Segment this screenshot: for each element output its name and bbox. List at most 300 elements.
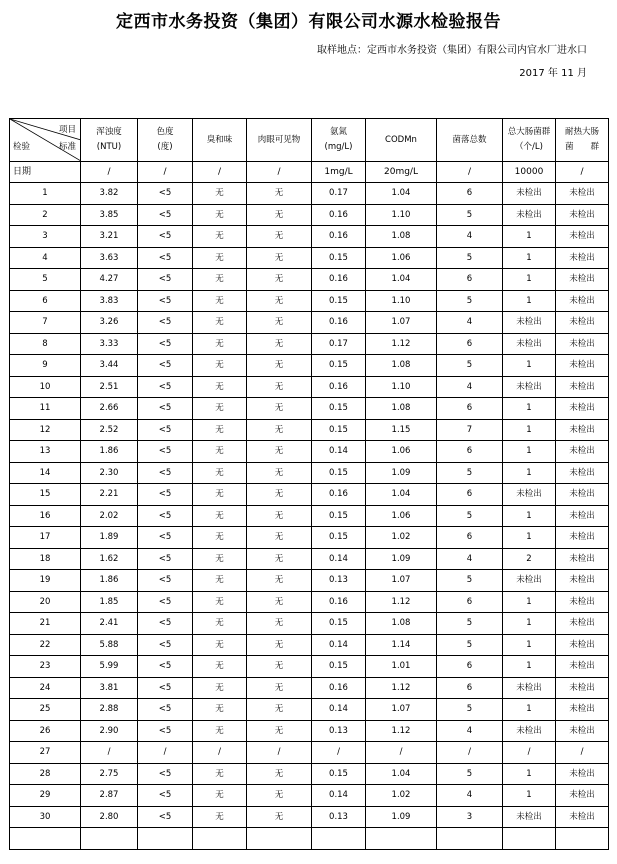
value-cell: 6 — [437, 269, 503, 291]
value-cell: 无 — [247, 720, 312, 742]
value-cell: <5 — [138, 570, 193, 592]
table-row — [10, 505, 609, 527]
value-cell: / — [81, 742, 138, 764]
value-cell: 未检出 — [556, 591, 609, 613]
column-header-6 — [366, 119, 437, 162]
value-cell: <5 — [138, 355, 193, 377]
value-cell: 未检出 — [503, 312, 556, 334]
column-header-1 — [81, 119, 138, 162]
day-cell: 11 — [10, 398, 81, 420]
value-cell: 无 — [247, 355, 312, 377]
value-cell: 1 — [503, 656, 556, 678]
value-cell: 0.15 — [312, 613, 366, 635]
value-cell: 无 — [193, 226, 247, 248]
value-cell: 无 — [247, 441, 312, 463]
value-cell: 6 — [437, 398, 503, 420]
value-cell: 未检出 — [503, 333, 556, 355]
table-row — [10, 720, 609, 742]
value-cell: 3.63 — [81, 247, 138, 269]
value-cell: 1.09 — [366, 548, 437, 570]
value-cell: 5 — [437, 247, 503, 269]
value-cell: 无 — [247, 462, 312, 484]
value-cell: 2.52 — [81, 419, 138, 441]
value-cell: 1.12 — [366, 333, 437, 355]
value-cell: 5 — [437, 699, 503, 721]
report-title: 定西市水务投资（集团）有限公司水源水检验报告 — [116, 12, 501, 32]
value-cell: 1.06 — [366, 441, 437, 463]
day-cell: 29 — [10, 785, 81, 807]
value-cell: 2.41 — [81, 613, 138, 635]
day-cell: 4 — [10, 247, 81, 269]
value-cell: 2.02 — [81, 505, 138, 527]
value-cell: 3.82 — [81, 183, 138, 205]
value-cell: 1.89 — [81, 527, 138, 549]
value-cell: 1 — [503, 505, 556, 527]
column-header-line: （个/L) — [515, 142, 543, 152]
value-cell: 未检出 — [556, 269, 609, 291]
standard-cell: / — [81, 162, 138, 183]
value-cell: 0.15 — [312, 462, 366, 484]
value-cell: 1.10 — [366, 376, 437, 398]
value-cell: 无 — [193, 484, 247, 506]
day-cell: 24 — [10, 677, 81, 699]
column-header-line: 氨氮 — [329, 127, 347, 137]
value-cell: 1.08 — [366, 613, 437, 635]
value-cell: 1.86 — [81, 570, 138, 592]
value-cell: 未检出 — [503, 376, 556, 398]
table-row — [10, 462, 609, 484]
column-header-line: 菌落总数 — [452, 134, 487, 145]
value-cell: 6 — [437, 591, 503, 613]
value-cell: 无 — [193, 634, 247, 656]
day-cell: 30 — [10, 806, 81, 828]
table-row — [10, 785, 609, 807]
value-cell: 无 — [247, 398, 312, 420]
standard-cell: / — [138, 162, 193, 183]
value-cell: 1 — [503, 462, 556, 484]
value-cell: 1.62 — [81, 548, 138, 570]
standard-cell: / — [556, 162, 609, 183]
day-cell: 2 — [10, 204, 81, 226]
value-cell: 无 — [193, 699, 247, 721]
column-header-line: 总大肠菌群 — [507, 127, 551, 137]
column-header-line: 色度 — [156, 127, 174, 137]
value-cell: / — [503, 742, 556, 764]
standard-cell: 20mg/L — [366, 162, 437, 183]
value-cell: 4 — [437, 548, 503, 570]
column-header-line: 耐热大肠 — [564, 127, 599, 137]
value-cell: 4 — [437, 312, 503, 334]
value-cell: 无 — [193, 419, 247, 441]
value-cell: 无 — [247, 548, 312, 570]
value-cell: 0.13 — [312, 720, 366, 742]
value-cell: 1 — [503, 441, 556, 463]
value-cell: 0.15 — [312, 763, 366, 785]
value-cell: 无 — [247, 204, 312, 226]
value-cell: 1 — [503, 247, 556, 269]
value-cell: <5 — [138, 505, 193, 527]
day-cell: 26 — [10, 720, 81, 742]
header-row — [10, 119, 609, 162]
value-cell: 未检出 — [556, 634, 609, 656]
value-cell: <5 — [138, 591, 193, 613]
value-cell: 0.14 — [312, 699, 366, 721]
value-cell: 无 — [247, 290, 312, 312]
value-cell: <5 — [138, 634, 193, 656]
value-cell — [503, 828, 556, 850]
value-cell: 未检出 — [556, 462, 609, 484]
standard-cell: / — [247, 162, 312, 183]
value-cell: 未检出 — [556, 785, 609, 807]
value-cell: 无 — [193, 785, 247, 807]
day-cell: 6 — [10, 290, 81, 312]
value-cell: 0.15 — [312, 527, 366, 549]
column-header-5 — [312, 119, 366, 162]
corner-header-cell — [10, 119, 81, 162]
day-cell: 22 — [10, 634, 81, 656]
value-cell: 1.02 — [366, 527, 437, 549]
value-cell: 无 — [193, 204, 247, 226]
inspection-table — [9, 118, 609, 850]
value-cell: 无 — [247, 677, 312, 699]
day-cell: 25 — [10, 699, 81, 721]
value-cell: 无 — [247, 656, 312, 678]
value-cell: 无 — [247, 247, 312, 269]
value-cell: 无 — [193, 269, 247, 291]
value-cell: 无 — [247, 785, 312, 807]
value-cell: 未检出 — [503, 570, 556, 592]
day-cell: 28 — [10, 763, 81, 785]
table-row — [10, 269, 609, 291]
value-cell: 无 — [193, 505, 247, 527]
value-cell: 1.07 — [366, 699, 437, 721]
column-header-line: (度) — [157, 142, 173, 152]
value-cell: 未检出 — [556, 548, 609, 570]
value-cell: 3.83 — [81, 290, 138, 312]
value-cell: 未检出 — [556, 419, 609, 441]
column-header-9 — [556, 119, 609, 162]
value-cell: <5 — [138, 183, 193, 205]
value-cell: 0.15 — [312, 398, 366, 420]
value-cell: 5 — [437, 204, 503, 226]
table-row — [10, 677, 609, 699]
value-cell: 1.15 — [366, 419, 437, 441]
value-cell — [366, 828, 437, 850]
report-date: 2017 年 11 月 — [519, 68, 587, 79]
value-cell: 1.04 — [366, 183, 437, 205]
value-cell: 5 — [437, 570, 503, 592]
value-cell: 3.81 — [81, 677, 138, 699]
day-cell: 7 — [10, 312, 81, 334]
value-cell: 无 — [193, 591, 247, 613]
value-cell: 1 — [503, 290, 556, 312]
value-cell: 未检出 — [556, 441, 609, 463]
date-label-cell — [10, 162, 81, 183]
table-row — [10, 699, 609, 721]
value-cell: 未检出 — [556, 720, 609, 742]
value-cell: 无 — [247, 484, 312, 506]
value-cell: 未检出 — [556, 312, 609, 334]
value-cell: 无 — [193, 527, 247, 549]
day-cell: 27 — [10, 742, 81, 764]
value-cell: 无 — [247, 763, 312, 785]
value-cell: 1.04 — [366, 484, 437, 506]
value-cell: 无 — [247, 312, 312, 334]
table-row — [10, 204, 609, 226]
value-cell: 4 — [437, 720, 503, 742]
value-cell: 2.51 — [81, 376, 138, 398]
value-cell: <5 — [138, 441, 193, 463]
value-cell: 未检出 — [503, 806, 556, 828]
value-cell: 未检出 — [556, 247, 609, 269]
value-cell: 1 — [503, 527, 556, 549]
value-cell: 2.66 — [81, 398, 138, 420]
value-cell: 0.17 — [312, 183, 366, 205]
column-header-line: (mg/L) — [324, 142, 353, 152]
value-cell: 未检出 — [556, 699, 609, 721]
corner-standard-label: 标准 — [58, 142, 76, 152]
column-header-8 — [503, 119, 556, 162]
value-cell: 无 — [247, 806, 312, 828]
value-cell: 0.16 — [312, 376, 366, 398]
day-cell: 10 — [10, 376, 81, 398]
value-cell: <5 — [138, 333, 193, 355]
value-cell: 1 — [503, 634, 556, 656]
table-row — [10, 247, 609, 269]
value-cell: 未检出 — [503, 204, 556, 226]
value-cell: 0.15 — [312, 656, 366, 678]
value-cell: <5 — [138, 677, 193, 699]
value-cell: 1 — [503, 699, 556, 721]
standard-cell: 10000 — [503, 162, 556, 183]
value-cell: 6 — [437, 527, 503, 549]
value-cell: 3.26 — [81, 312, 138, 334]
day-cell: 9 — [10, 355, 81, 377]
day-cell: 15 — [10, 484, 81, 506]
value-cell: <5 — [138, 699, 193, 721]
value-cell: 2.87 — [81, 785, 138, 807]
value-cell: <5 — [138, 269, 193, 291]
value-cell: 5 — [437, 355, 503, 377]
day-cell: 20 — [10, 591, 81, 613]
table-row — [10, 527, 609, 549]
value-cell: 未检出 — [556, 570, 609, 592]
standard-row — [10, 162, 609, 183]
table-row — [10, 419, 609, 441]
value-cell: 无 — [193, 441, 247, 463]
value-cell: 0.14 — [312, 548, 366, 570]
column-header-2 — [138, 119, 193, 162]
value-cell: 3 — [437, 806, 503, 828]
corner-test-label: 检验 — [13, 142, 31, 152]
value-cell: 无 — [247, 333, 312, 355]
value-cell: 0.15 — [312, 290, 366, 312]
value-cell: 无 — [193, 548, 247, 570]
table-row — [10, 763, 609, 785]
value-cell: 1.14 — [366, 634, 437, 656]
value-cell: 无 — [247, 226, 312, 248]
value-cell: 1.09 — [366, 806, 437, 828]
value-cell: 未检出 — [556, 763, 609, 785]
corner-date-label: 日期 — [13, 167, 32, 177]
value-cell: 3.21 — [81, 226, 138, 248]
table-row — [10, 290, 609, 312]
table-row — [10, 613, 609, 635]
value-cell: <5 — [138, 548, 193, 570]
value-cell: 无 — [193, 183, 247, 205]
value-cell: 未检出 — [556, 677, 609, 699]
value-cell: 0.15 — [312, 247, 366, 269]
value-cell: 1.07 — [366, 570, 437, 592]
table-row — [10, 484, 609, 506]
value-cell: 4 — [437, 376, 503, 398]
corner-item-label: 项目 — [58, 125, 76, 135]
value-cell: / — [247, 742, 312, 764]
value-cell: <5 — [138, 785, 193, 807]
value-cell: 1.06 — [366, 247, 437, 269]
value-cell: 无 — [193, 312, 247, 334]
value-cell: 2.30 — [81, 462, 138, 484]
value-cell: <5 — [138, 247, 193, 269]
value-cell: 1.01 — [366, 656, 437, 678]
table-row — [10, 226, 609, 248]
value-cell: / — [366, 742, 437, 764]
table-row — [10, 570, 609, 592]
day-cell: 23 — [10, 656, 81, 678]
day-cell: 17 — [10, 527, 81, 549]
value-cell: 1 — [503, 613, 556, 635]
value-cell: 无 — [193, 333, 247, 355]
value-cell: 0.16 — [312, 591, 366, 613]
value-cell: <5 — [138, 613, 193, 635]
value-cell: 0.14 — [312, 785, 366, 807]
column-header-3 — [193, 119, 247, 162]
table-row — [10, 806, 609, 828]
value-cell: 2.80 — [81, 806, 138, 828]
value-cell: 无 — [247, 419, 312, 441]
value-cell: 6 — [437, 656, 503, 678]
table-row — [10, 355, 609, 377]
value-cell: 1.12 — [366, 677, 437, 699]
value-cell: / — [437, 742, 503, 764]
value-cell: <5 — [138, 204, 193, 226]
value-cell: 0.16 — [312, 226, 366, 248]
value-cell: 无 — [247, 591, 312, 613]
day-cell: 13 — [10, 441, 81, 463]
table-row — [10, 312, 609, 334]
value-cell: 0.17 — [312, 333, 366, 355]
value-cell: 1 — [503, 398, 556, 420]
value-cell: 0.14 — [312, 441, 366, 463]
day-cell: 19 — [10, 570, 81, 592]
day-cell: 1 — [10, 183, 81, 205]
value-cell: 1 — [503, 226, 556, 248]
value-cell: 未检出 — [556, 398, 609, 420]
value-cell: 5 — [437, 505, 503, 527]
value-cell: 1 — [503, 763, 556, 785]
value-cell: <5 — [138, 462, 193, 484]
standard-cell: / — [437, 162, 503, 183]
value-cell: 1 — [503, 419, 556, 441]
day-cell: 21 — [10, 613, 81, 635]
value-cell: 无 — [193, 398, 247, 420]
value-cell: 2.88 — [81, 699, 138, 721]
value-cell: 1.10 — [366, 204, 437, 226]
value-cell: 1.10 — [366, 290, 437, 312]
value-cell: 无 — [247, 613, 312, 635]
value-cell: 1.86 — [81, 441, 138, 463]
value-cell: 4 — [437, 226, 503, 248]
value-cell: <5 — [138, 312, 193, 334]
value-cell — [81, 828, 138, 850]
value-cell — [247, 828, 312, 850]
value-cell: 无 — [193, 462, 247, 484]
value-cell: 5.99 — [81, 656, 138, 678]
table-row — [10, 376, 609, 398]
value-cell: 2 — [503, 548, 556, 570]
value-cell: 未检出 — [556, 204, 609, 226]
value-cell: 0.15 — [312, 419, 366, 441]
value-cell: 无 — [247, 699, 312, 721]
value-cell: 0.16 — [312, 312, 366, 334]
value-cell: 0.15 — [312, 505, 366, 527]
value-cell: / — [312, 742, 366, 764]
table-row — [10, 591, 609, 613]
value-cell: 1.07 — [366, 312, 437, 334]
value-cell: <5 — [138, 656, 193, 678]
value-cell: <5 — [138, 398, 193, 420]
value-cell: 未检出 — [556, 333, 609, 355]
value-cell: 1.04 — [366, 269, 437, 291]
value-cell: <5 — [138, 484, 193, 506]
value-cell: 5.88 — [81, 634, 138, 656]
value-cell: 0.16 — [312, 484, 366, 506]
table-row — [10, 656, 609, 678]
value-cell: 0.16 — [312, 269, 366, 291]
column-header-line: 肉眼可见物 — [257, 134, 301, 145]
value-cell: 1.12 — [366, 720, 437, 742]
value-cell: 4 — [437, 785, 503, 807]
value-cell: <5 — [138, 290, 193, 312]
day-cell: 8 — [10, 333, 81, 355]
value-cell: 未检出 — [556, 226, 609, 248]
value-cell: 无 — [247, 269, 312, 291]
day-cell: 14 — [10, 462, 81, 484]
sampling-location: 取样地点：定西市水务投资（集团）有限公司内官水厂进水口 — [317, 45, 587, 56]
value-cell: 无 — [247, 634, 312, 656]
value-cell: 无 — [247, 376, 312, 398]
value-cell: 6 — [437, 183, 503, 205]
value-cell: 0.14 — [312, 634, 366, 656]
value-cell: 0.15 — [312, 355, 366, 377]
table-row — [10, 548, 609, 570]
value-cell: 无 — [193, 806, 247, 828]
value-cell: 6 — [437, 333, 503, 355]
value-cell: 未检出 — [503, 183, 556, 205]
value-cell: <5 — [138, 419, 193, 441]
value-cell: 未检出 — [556, 484, 609, 506]
value-cell: <5 — [138, 763, 193, 785]
value-cell: 3.85 — [81, 204, 138, 226]
value-cell: 未检出 — [556, 806, 609, 828]
value-cell: / — [193, 742, 247, 764]
value-cell: <5 — [138, 720, 193, 742]
value-cell: 5 — [437, 763, 503, 785]
table-row — [10, 634, 609, 656]
value-cell: 1.08 — [366, 226, 437, 248]
value-cell: 0.13 — [312, 570, 366, 592]
value-cell: 无 — [247, 570, 312, 592]
